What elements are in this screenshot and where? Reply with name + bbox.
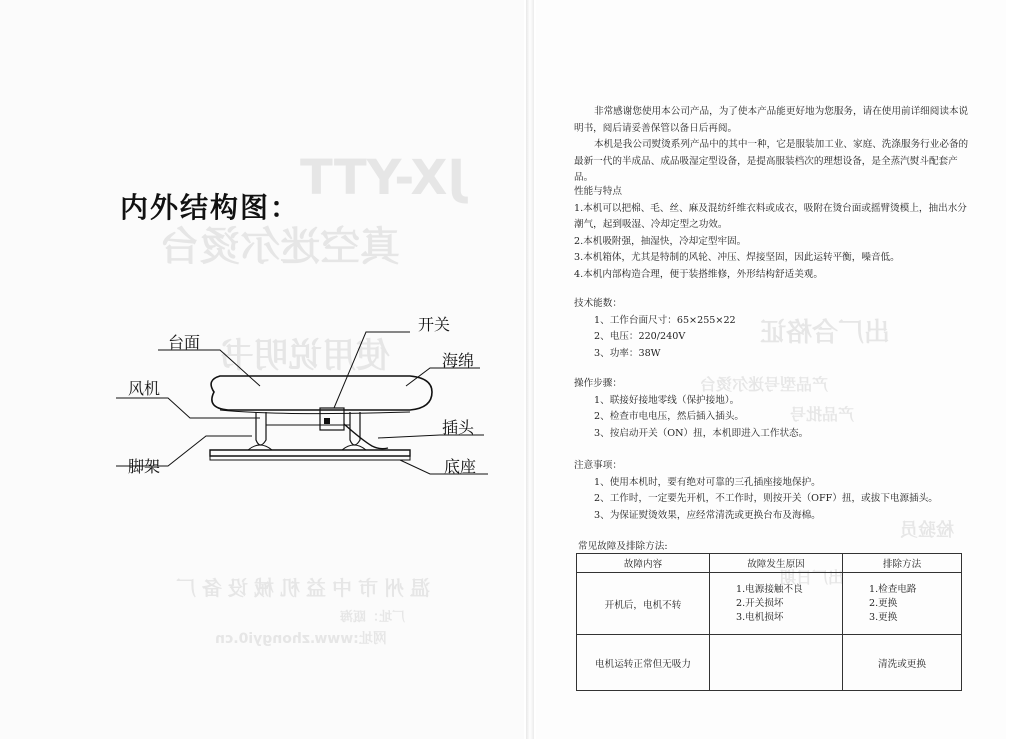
fix-item: 1.检查电路 xyxy=(869,583,917,595)
symptom-cell: 开机后，电机不转 xyxy=(577,573,710,635)
feature-item: 2.本机吸附强，抽湿快，冷却定型牢固。 xyxy=(574,235,747,247)
header-symptom: 故障内容 xyxy=(577,554,710,573)
legs-shape xyxy=(248,412,366,450)
feature-item: 4.本机内部构造合理，便于装搭维修，外形结构舒适美观。 xyxy=(574,268,823,280)
ghost-address: 厂址：瓯海 xyxy=(340,610,406,625)
tech-section xyxy=(574,296,974,362)
fix-cell: 清洗或更换 xyxy=(843,635,962,691)
table-header-row xyxy=(577,554,962,573)
ops-title: 操作步骤： xyxy=(574,378,622,389)
ops-item: 3、按启动开关（ON）扭，本机即进入工作状态。 xyxy=(594,427,809,439)
notes-section xyxy=(574,458,974,524)
leader-lines xyxy=(116,332,488,474)
tech-item: 3、功率：38W xyxy=(594,347,661,359)
ghost-model: JX-YTT xyxy=(300,150,466,206)
note-item: 2、工作时，一定要先开机，不工作时，则按开关（OFF）扭，或拔下电源插头。 xyxy=(594,493,938,504)
fix-cell xyxy=(843,573,962,635)
tech-item: 1、工作台面尺寸：65×255×22 xyxy=(594,314,736,326)
ironing-table-diagram xyxy=(110,300,510,500)
ghost-model-line: 产品型号迷尔烫台 xyxy=(700,375,829,394)
note-item: 3、为保证熨烫效果，应经常清洗或更换台布及海棉。 xyxy=(594,509,821,521)
ghost-inspector: 检验员 xyxy=(900,520,954,541)
fan-box xyxy=(320,408,388,449)
ops-item: 2、检查市电电压，然后插入插头。 xyxy=(594,411,745,422)
base-shape xyxy=(210,450,410,460)
ghost-product-name: 真空迷尔烫台 xyxy=(160,224,400,270)
operation-section xyxy=(574,376,974,442)
intro-section xyxy=(574,104,974,187)
cause-item: 2.开关损坏 xyxy=(736,597,784,609)
features-section xyxy=(574,184,974,283)
label-switch: 开关 xyxy=(418,315,451,334)
ghost-batch-line: 产品批号 xyxy=(790,405,855,424)
label-fan: 风机 xyxy=(128,379,161,398)
table-row xyxy=(577,573,962,635)
label-sponge: 海绵 xyxy=(442,351,475,370)
fix-item: 2.更换 xyxy=(869,597,898,609)
symptom-cell: 电机运转正常但无吸力 xyxy=(577,635,710,691)
ghost-website: 网址:www.zhongyi0.cn xyxy=(215,631,387,647)
feature-item: 3.本机箱体，尤其是特制的风轮、冲压、焊接坚固，因此运转平衡，噪音低。 xyxy=(574,252,900,263)
cause-item: 1.电源接触不良 xyxy=(736,583,803,595)
notes-title: 注意事项： xyxy=(574,460,622,471)
ghost-company: 温州市中益机械设备厂 xyxy=(170,576,430,600)
tech-title: 技术能数： xyxy=(574,298,622,309)
cause-cell xyxy=(710,573,843,635)
fault-table-title: 常见故障及排除方法: xyxy=(578,541,668,552)
ghost-date: 出厂日期 xyxy=(780,568,845,587)
ops-item: 1、联接好接地零线（保护接地）。 xyxy=(594,394,740,406)
label-plug: 插头 xyxy=(442,418,475,437)
page-fold xyxy=(526,0,534,739)
cause-cell xyxy=(710,635,843,691)
feature-item: 1.本机可以把棉、毛、丝、麻及混纺纤维衣料或成衣，吸附在烫台面或摇臂烫模上，抽出水分潮气，起到吸湿、冷却定型之功效。 xyxy=(574,202,967,230)
header-fix: 排除方法 xyxy=(843,554,962,573)
header-cause: 故障发生原因 xyxy=(710,554,843,573)
tech-item: 2、电压：220/240V xyxy=(594,331,686,342)
structure-title: 内外结构图： xyxy=(120,191,301,224)
features-title: 性能与特点 xyxy=(574,186,622,197)
label-stand: 脚架 xyxy=(128,457,161,476)
ghost-certificate: 出厂合格证 xyxy=(760,318,891,348)
cause-item: 3.电机损坏 xyxy=(736,611,784,623)
intro-paragraph-2: 本机是我公司熨烫系列产品中的其中一种，它是服装加工业、家庭、洗涤服务行业必备的最新一代的半成品、成品吸湿定型设备，是提高服装档次的理想设备，是全蒸汽熨斗配套产品。 xyxy=(574,139,969,183)
label-table-top: 台面 xyxy=(168,333,201,352)
intro-paragraph-1: 非常感谢您使用本公司产品，为了使本产品能更好地为您服务，请在使用前详细阅读本说明书，阅后请妥善保管以备日后再阅。 xyxy=(574,106,969,134)
label-base: 底座 xyxy=(444,457,477,476)
note-item: 1、使用本机时，要有绝对可靠的三孔插座接地保护。 xyxy=(594,476,821,488)
table-row xyxy=(577,635,962,691)
fault-table xyxy=(576,553,962,691)
ghost-manual-title: 使用说明书 xyxy=(220,336,390,376)
fix-item: 3.更换 xyxy=(869,611,898,623)
